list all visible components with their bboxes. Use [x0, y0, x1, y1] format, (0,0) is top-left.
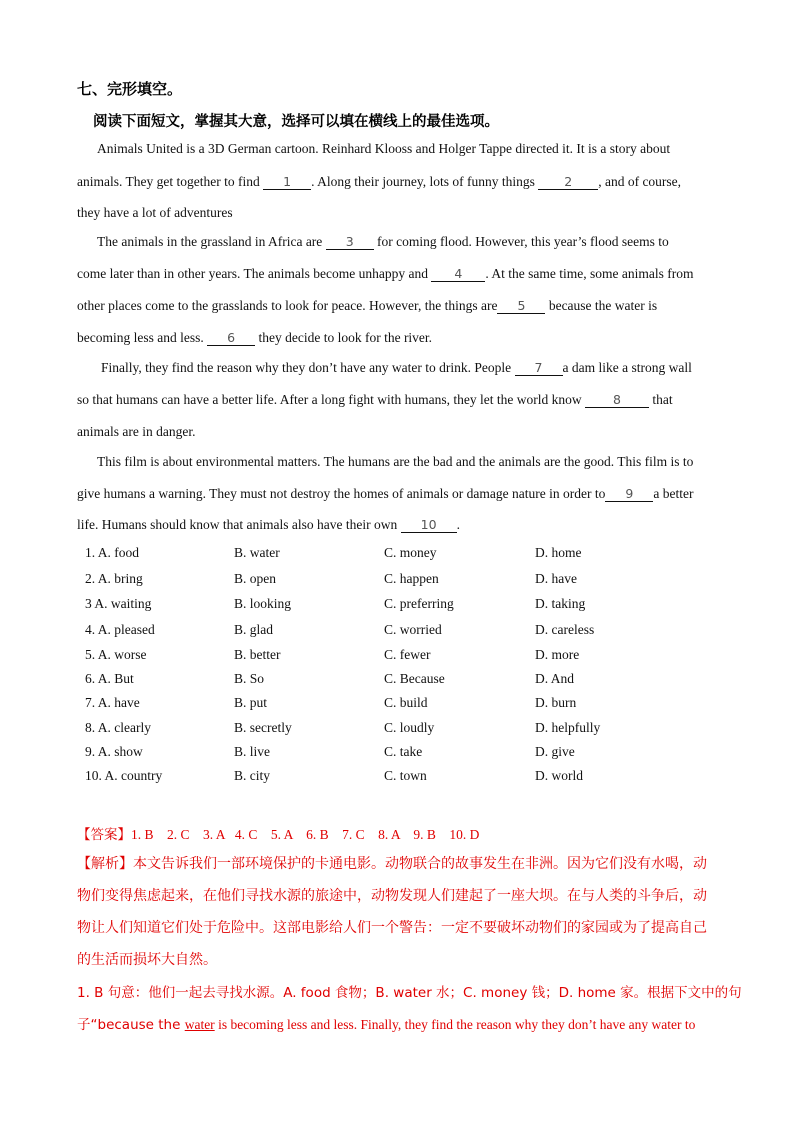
- blank-4: 4: [431, 267, 485, 282]
- passage-line: [77, 486, 727, 502]
- passage-text: because the water is: [545, 298, 658, 313]
- passage-line: [101, 360, 751, 376]
- option: B. city: [234, 768, 270, 783]
- passage-text: . Along their journey, lots of funny things: [311, 174, 539, 189]
- option: C. worried: [384, 622, 442, 637]
- option: B. secretly: [234, 720, 292, 735]
- option-row: [85, 720, 725, 738]
- option-row: [85, 768, 725, 786]
- passage-text: animals. They get together to find: [77, 174, 264, 189]
- option: D. helpfully: [535, 720, 601, 735]
- option: 3 A. waiting: [85, 596, 152, 611]
- option-row: [85, 671, 725, 689]
- option: D. world: [535, 768, 583, 783]
- option: B. So: [234, 671, 265, 686]
- passage-line: [97, 141, 747, 157]
- option: C. happen: [384, 571, 439, 586]
- option: B. glad: [234, 622, 273, 637]
- analysis-line: 的生活而损坏大自然。: [77, 952, 217, 968]
- passage-line: [97, 454, 747, 470]
- analysis-text: 子“because the: [77, 1017, 185, 1033]
- passage-text: give humans a warning. They must not destroy the homes of animals or damage nature in order to: [77, 486, 606, 501]
- option: B. water: [234, 545, 280, 560]
- analysis-line: 物让人们知道它们处于危险中。这部电影给人们一个警告：一定不要破坏动物们的家园或为了提高自己: [77, 920, 707, 936]
- option: C. Because: [384, 671, 445, 686]
- passage-line: [77, 517, 727, 533]
- option: D. give: [535, 744, 575, 759]
- option: B. better: [234, 647, 281, 662]
- option: 5. A. worse: [85, 647, 147, 662]
- passage-text: they have a lot of adventures: [77, 205, 233, 220]
- passage-text: Animals United is a 3D German cartoon. Reinhard Klooss and Holger Tappe directed it. It is a story about: [97, 141, 671, 156]
- passage-text: life. Humans should know that animals also have their own: [77, 517, 401, 532]
- passage-text: other places come to the grasslands to look for peace. However, the things are: [77, 298, 498, 313]
- analysis-line: 1. B 句意：他们一起去寻找水源。A. food 食物；B. water 水；C. money 钱；D. home 家。根据下文中的句: [77, 985, 742, 1001]
- option: B. live: [234, 744, 270, 759]
- blank-3: 3: [326, 235, 374, 250]
- option-row: [85, 596, 725, 614]
- option: D. careless: [535, 622, 595, 637]
- analysis-text: is becoming less and less. Finally, they find the reason why they don’t have any water to: [214, 1017, 696, 1032]
- option-row: [85, 647, 725, 665]
- passage-line: [77, 298, 727, 314]
- passage-line: [77, 266, 727, 282]
- passage-text: a dam like a strong wall: [562, 360, 692, 375]
- passage-text: so that humans can have a better life. After a long fight with humans, they let the world know: [77, 392, 585, 407]
- passage-line: [77, 392, 727, 408]
- option: D. more: [535, 647, 580, 662]
- passage-line: [77, 424, 727, 440]
- option: D. home: [535, 545, 582, 560]
- passage-line: [77, 174, 727, 190]
- option: C. build: [384, 695, 428, 710]
- passage-text: they decide to look for the river.: [255, 330, 433, 345]
- passage-text: This film is about environmental matters. The humans are the bad and the animals are the good. This film is to: [97, 454, 694, 469]
- blank-9: 9: [605, 487, 653, 502]
- option: C. loudly: [384, 720, 435, 735]
- passage-text: animals are in danger.: [77, 424, 196, 439]
- passage-line: [77, 205, 727, 221]
- underlined-word: water: [184, 1017, 215, 1032]
- blank-8: 8: [585, 393, 649, 408]
- passage-text: for coming flood. However, this year’s flood seems to: [373, 234, 669, 249]
- blank-2: 2: [538, 175, 598, 190]
- option: C. money: [384, 545, 437, 560]
- passage-text: , and of course,: [598, 174, 682, 189]
- passage-text: Finally, they find the reason why they don’t have any water to drink. People: [101, 360, 515, 375]
- passage-text: that: [649, 392, 673, 407]
- option: D. have: [535, 571, 577, 586]
- blank-6: 6: [207, 331, 255, 346]
- option: D. And: [535, 671, 575, 686]
- passage-text: .: [456, 517, 460, 532]
- option: D. burn: [535, 695, 577, 710]
- option-row: [85, 695, 725, 713]
- option: C. town: [384, 768, 427, 783]
- option: B. open: [234, 571, 276, 586]
- blank-7: 7: [515, 361, 563, 376]
- option: 10. A. country: [85, 768, 163, 783]
- option-row: [85, 571, 725, 589]
- passage-text: The animals in the grassland in Africa are: [97, 234, 326, 249]
- option: B. put: [234, 695, 268, 710]
- blank-1: 1: [263, 175, 311, 190]
- analysis-line: 【解析】本文告诉我们一部环境保护的卡通电影。动物联合的故事发生在非洲。因为它们没有水喝，动: [77, 856, 707, 872]
- option: 1. A. food: [85, 545, 139, 560]
- option: 6. A. But: [85, 671, 134, 686]
- answer-key: 【答案】1. B 2. C 3. A 4. C 5. A 6. B 7. C 8. A 9. B 10. D: [77, 827, 480, 842]
- option: 4. A. pleased: [85, 622, 155, 637]
- option: C. fewer: [384, 647, 431, 662]
- blank-5: 5: [497, 299, 545, 314]
- section-title: 七、完形填空。: [77, 80, 183, 98]
- analysis-line: 物们变得焦虑起来，在他们寻找水源的旅途中，动物发现人们建起了一座大坝。在与人类的斗争后，动: [77, 888, 707, 904]
- option: 2. A. bring: [85, 571, 143, 586]
- passage-text: come later than in other years. The animals become unhappy and: [77, 266, 432, 281]
- passage-text: becoming less and less.: [77, 330, 208, 345]
- instruction: 阅读下面短文，掌握其大意，选择可以填在横线上的最佳选项。: [93, 114, 499, 130]
- option-row: [85, 545, 725, 563]
- option: 8. A. clearly: [85, 720, 151, 735]
- option: 7. A. have: [85, 695, 140, 710]
- passage-text: . At the same time, some animals from: [485, 266, 694, 281]
- blank-10: 10: [401, 518, 457, 533]
- option: B. looking: [234, 596, 292, 611]
- passage-line: [97, 234, 747, 250]
- passage-text: a better: [653, 486, 694, 501]
- option: 9. A. show: [85, 744, 143, 759]
- option-row: [85, 622, 725, 640]
- passage-line: [77, 330, 727, 346]
- option: D. taking: [535, 596, 586, 611]
- option: C. take: [384, 744, 423, 759]
- option-row: [85, 744, 725, 762]
- analysis-line: [77, 1013, 727, 1033]
- option: C. preferring: [384, 596, 454, 611]
